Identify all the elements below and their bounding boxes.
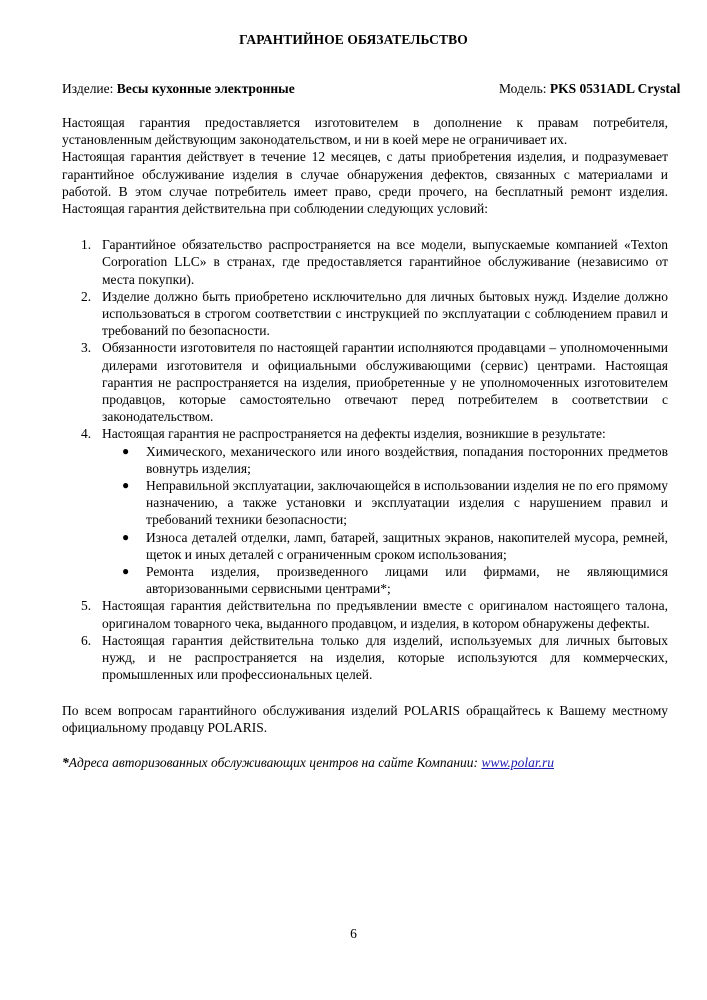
condition-text: Обязанности изготовителя по настоящей гарантии исполняются продавцами – уполномоченными дилерами изготовителя и официальными обслуживающими (сервис) центрами. Настоящая гарантия не распространяется на изделия, приобретенные у не уполномоченных изготовителем продавцов, которые самостоятельно отвечают перед потребителем в соответствии с законодательством. — [102, 340, 668, 425]
exclusion-item — [102, 477, 668, 529]
condition-item — [62, 425, 668, 597]
closing-paragraph: По всем вопросам гарантийного обслуживания изделий POLARIS обращайтесь к Вашему местному официальному продавцу POLARIS. — [62, 702, 668, 735]
condition-number: 4. — [81, 426, 92, 442]
note-asterisk: * — [62, 754, 69, 770]
product-label: Изделие: — [62, 81, 117, 96]
exclusion-text: Химического, механического или иного воздействия, попадания посторонних предметов вовнутрь изделия; — [146, 443, 668, 476]
condition-number: 5. — [81, 598, 92, 614]
condition-item — [62, 632, 668, 684]
product-value: Весы кухонные электронные — [116, 81, 295, 96]
exclusions-list — [102, 443, 668, 598]
exclusion-item — [102, 563, 668, 597]
condition-item — [62, 288, 668, 340]
condition-number: 6. — [81, 632, 92, 648]
bullet-icon: ● — [122, 443, 130, 458]
model-value: PKS 0531ADL Crystal — [549, 81, 681, 96]
exclusion-item — [102, 529, 668, 563]
condition-text: Настоящая гарантия действительна только для изделий, используемых для личных бытовых нужд, и не распространяется на изделия, которые используются для коммерческих, промышленных или профессиональных целей. — [102, 632, 668, 683]
exclusion-text: Ремонта изделия, произведенного лицами или фирмами, не являющимися авторизованными сервисными центрами*; — [146, 564, 668, 597]
page-title: ГАРАНТИЙНОЕ ОБЯЗАТЕЛЬСТВО — [239, 32, 468, 47]
note-text: Адреса авторизованных обслуживающих центров на сайте Компании: — [68, 754, 482, 770]
bullet-icon: ● — [122, 529, 130, 544]
conditions-list — [62, 236, 668, 683]
website-link[interactable]: www.polar.ru — [481, 754, 554, 770]
condition-item — [62, 597, 668, 631]
warranty-body — [62, 114, 668, 785]
condition-number: 3. — [81, 340, 92, 356]
intro-paragraph-2: Настоящая гарантия действует в течение 12 месяцев, с даты приобретения изделия, и подразумевает гарантийное обслуживание изделия в случае обнаружения дефектов, связанных с материалами и работой. В этом случае потребитель имеет право, среди прочего, на бесплатный ремонт изделия. Настоящая гарантия действительна при соблюдении следующих условий: — [62, 149, 668, 217]
page-number: 6 — [350, 926, 357, 941]
product-field — [62, 81, 295, 97]
condition-number: 1. — [81, 237, 92, 253]
condition-text: Изделие должно быть приобретено исключительно для личных бытовых нужд. Изделие должно использоваться в строгом соответствии с инструкцией по эксплуатации с соблюдением правил и требований по безопасности. — [102, 288, 668, 339]
intro-paragraph-1: Настоящая гарантия предоставляется изготовителем в дополнение к правам потребителя, установленным действующим законодательством, и ни в коей мере не ограничивает их. — [62, 115, 668, 148]
condition-number: 2. — [81, 288, 92, 304]
model-field — [499, 81, 680, 97]
condition-item — [62, 339, 668, 425]
condition-item — [62, 236, 668, 288]
model-label: Модель: — [499, 81, 550, 96]
condition-text: Гарантийное обязательство распространяется на все модели, выпускаемые компанией «Texton Corporation LLC» в странах, где предоставляется гарантийное обслуживание (независимо от места покупки). — [102, 237, 668, 287]
bullet-icon: ● — [122, 478, 130, 493]
bullet-icon: ● — [122, 564, 130, 579]
exclusion-text: Неправильной эксплуатации, заключающейся в использовании изделия не по его прямому назначению, а также установки и эксплуатации изделия с нарушением правил и требований техники безопасности; — [146, 478, 668, 528]
service-centers-note — [62, 754, 668, 771]
condition-text: Настоящая гарантия не распространяется на дефекты изделия, возникшие в результате: — [102, 426, 606, 442]
condition-text: Настоящая гарантия действительна по предъявлении вместе с оригиналом настоящего талона, оригиналом товарного чека, выданного продавцом, и изделия, в котором обнаружены дефекты. — [102, 598, 668, 631]
exclusion-text: Износа деталей отделки, ламп, батарей, защитных экранов, накопителей мусора, ремней, щеток и иных деталей с ограниченным сроком использования; — [146, 529, 668, 562]
exclusion-item — [102, 443, 668, 477]
